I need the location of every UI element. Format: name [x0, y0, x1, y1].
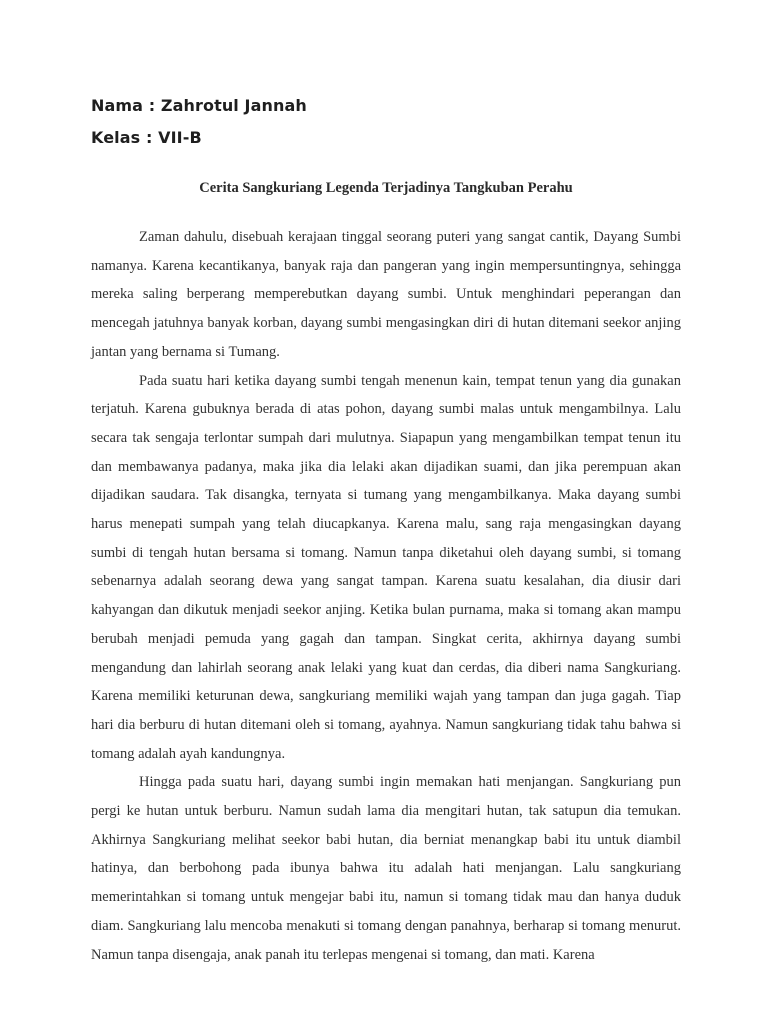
paragraph: Pada suatu hari ketika dayang sumbi tengah menenun kain, tempat tenun yang dia gunakan terjatuh. Karena gubuknya berada di atas pohon, dayang sumbi malas untuk mengambilnya. Lalu secara tak sengaja terlontar sumpah dari mulutnya. Siapapun yang mengambilkan tempat tenun itu dan membawanya padanya, maka jika dia lelaki akan dijadikan suami, dan jika perempuan akan dijadikan saudara. Tak disangka, ternyata si tumang yang mengambilkanya. Maka dayang sumbi harus menepati sumpah yang telah diucapkanya. Karena malu, sang raja mengasingkan dayang sumbi di tengah hutan bersama si tomang. Namun tanpa diketahui oleh dayang sumbi, si tomang sebenarnya adalah seorang dewa yang sangat tampan. Karena suatu kesalahan, dia diusir dari kahyangan dan dikutuk menjadi seekor anjing. Ketika bulan purnama, maka si tomang akan mampu berubah menjadi pemuda yang gagah dan tampan. Singkat cerita, akhirnya dayang sumbi mengandung dan lahirlah seorang anak lelaki yang kuat dan cerdas, dia diberi nama Sangkuriang. Karena memiliki keturunan dewa, sangkuriang memiliki wajah yang tampan dan juga gagah. Tiap hari dia berburu di hutan ditemani oleh si tomang, ayahnya. Namun sangkuriang tidak tahu bahwa si tomang adalah ayah kandungnya.: [91, 372, 681, 762]
document-page: [91, 92, 681, 969]
paragraph: Zaman dahulu, disebuah kerajaan tinggal seorang puteri yang sangat cantik, Dayang Sumbi namanya. Karena kecantikanya, banyak raja dan pangeran yang ingin mempersuntingnya, sehingga mereka saling berperang memperebutkan dayang sumbi. Untuk menghindari peperangan dan mencegah jatuhnya banyak korban, dayang sumbi mengasingkan diri di hutan ditemani seekor anjing jantan yang bernama si Tumang.: [91, 229, 681, 360]
paragraph: Hingga pada suatu hari, dayang sumbi ingin memakan hati menjangan. Sangkuriang pun pergi ke hutan untuk berburu. Namun sudah lama dia mengitari hutan, tak satupun dia temukan. Akhirnya Sangkuriang melihat seekor babi hutan, dia berniat menangkap babi itu untuk diambil hatinya, dan berbohong pada ibunya bahwa itu adalah hati menjangan. Lalu sangkuriang memerintahkan si tomang untuk mengejar babi itu, namun si tomang tidak mau dan hanya duduk diam. Sangkuriang lalu mencoba menakuti si tomang dengan panahnya, berharap si tomang menurut. Namun tanpa disengaja, anak panah itu terlepas mengenai si tomang, dan mati. Karena: [91, 774, 681, 963]
student-class: Kelas : VII-B: [91, 128, 202, 147]
document-title: Cerita Sangkuriang Legenda Terjadinya Tangkuban Perahu: [199, 180, 573, 196]
student-name: Nama : Zahrotul Jannah: [91, 96, 307, 115]
